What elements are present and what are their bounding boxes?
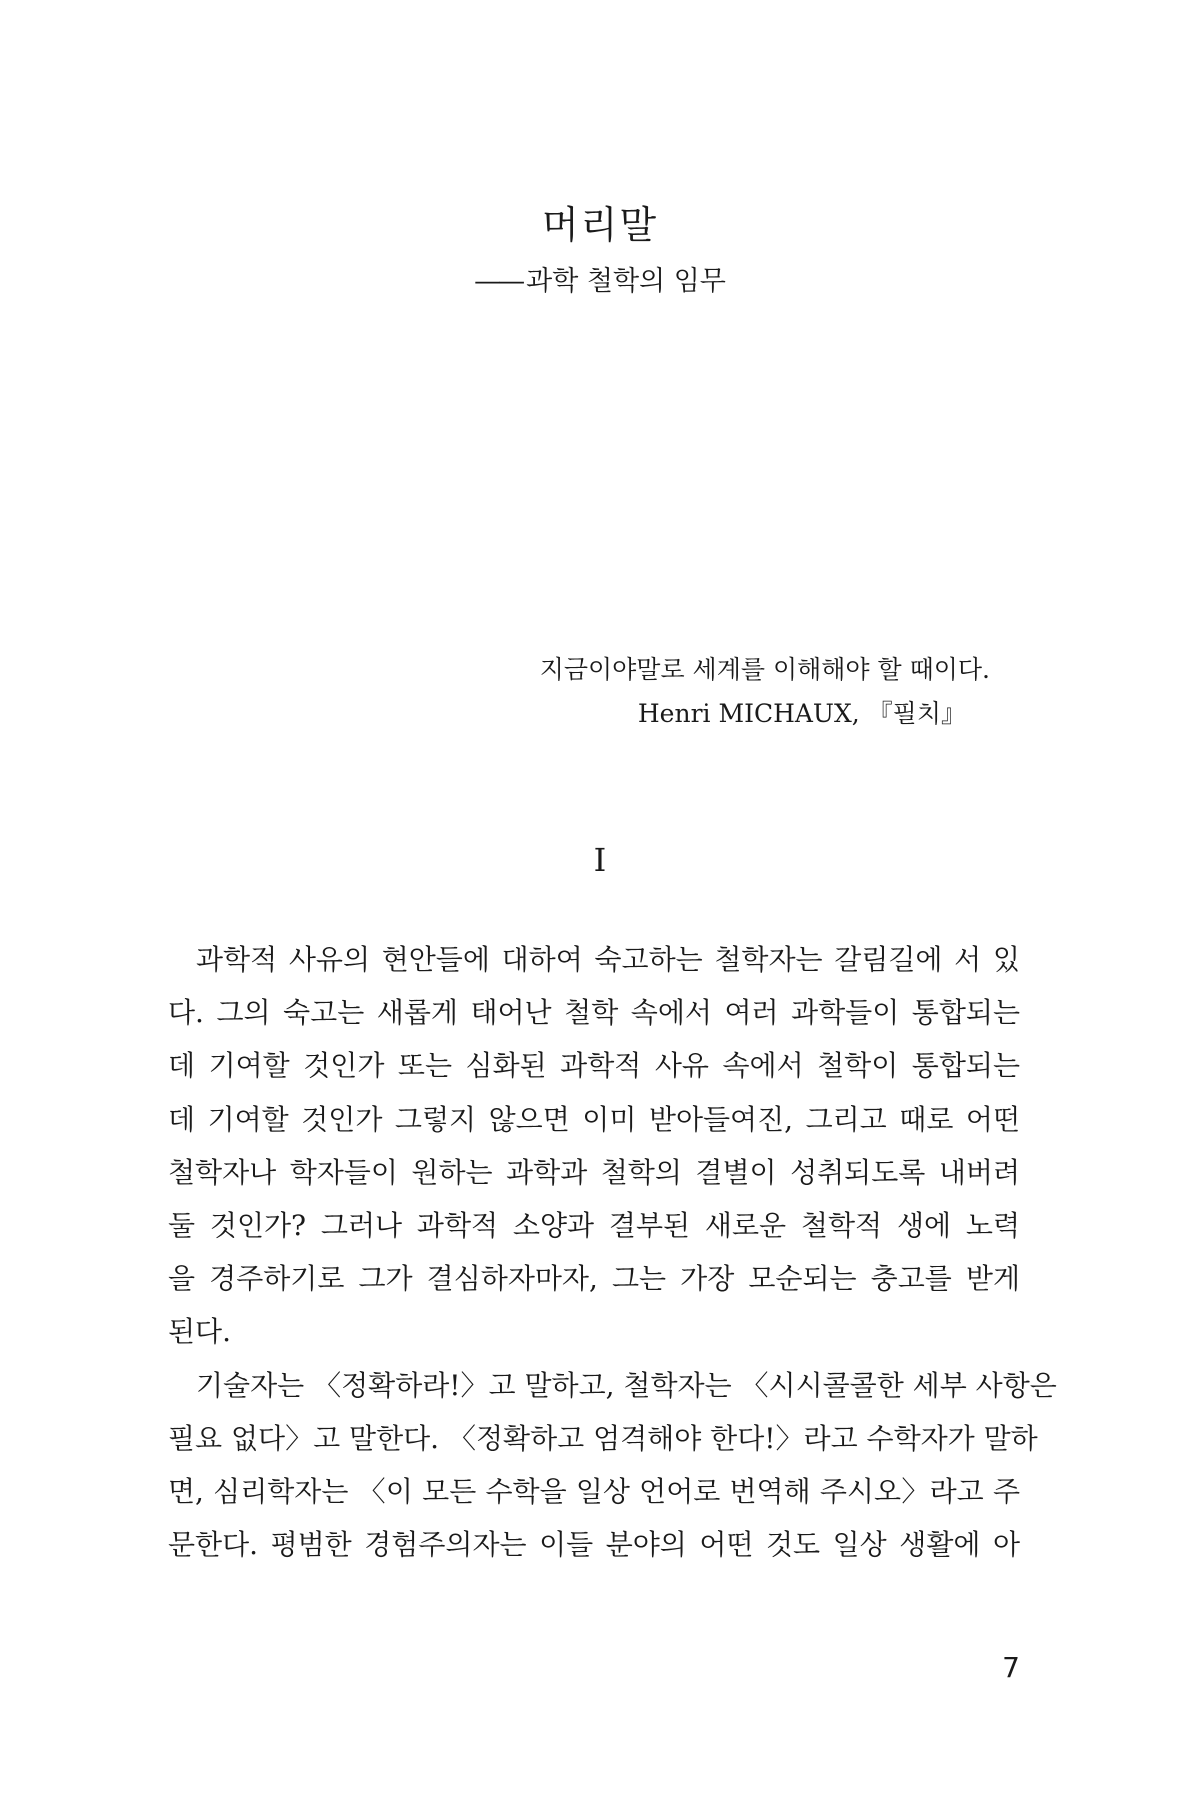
text-line: 둘 것인가? 그러나 과학적 소양과 결부된 새로운 철학적 생에 노력	[168, 1209, 1020, 1243]
subtitle-text: 과학 철학의 임무	[526, 266, 726, 297]
section-numeral: I	[593, 841, 607, 879]
text-line: 필요 없다〉고 말한다. 〈정확하고 엄격해야 한다!〉라고 수학자가 말하	[168, 1421, 1038, 1455]
subtitle-dash: ——	[474, 266, 523, 297]
epigraph	[520, 648, 990, 736]
text-line: 철학자나 학자들이 원하는 과학과 철학의 결별이 성취되도록 내버려	[168, 1155, 1020, 1189]
body-text	[168, 933, 1057, 1571]
text-line: 과학적 사유의 현안들에 대하여 숙고하는 철학자는 갈림길에 서 있	[196, 943, 1020, 976]
text-line: 기술자는 〈정확하라!〉고 말하고, 철학자는 〈시시콜콜한 세부 사항은	[196, 1368, 1057, 1402]
epigraph-quote: 지금이야말로 세계를 이해해야 할 때이다.	[539, 655, 990, 684]
chapter-title: 머리말	[541, 203, 659, 247]
page-number: 7	[1002, 1651, 1020, 1684]
text-line: 면, 심리학자는 〈이 모든 수학을 일상 언어로 번역해 주시오〉라고 주	[168, 1475, 1020, 1509]
text-line: 을 경주하기로 그가 결심하자마자, 그는 가장 모순되는 충고를 받게	[168, 1262, 1020, 1296]
epigraph-source: Henri MICHAUX, 『필치』	[637, 699, 966, 728]
text-line: 다. 그의 숙고는 새롭게 태어난 철학 속에서 여러 과학들이 통합되는	[168, 996, 1020, 1030]
text-line: 된다.	[168, 1315, 231, 1349]
text-line: 데 기여할 것인가 그렇지 않으면 이미 받아들여진, 그리고 때로 어떤	[168, 1102, 1020, 1136]
chapter-subtitle	[0, 262, 1200, 302]
text-line: 데 기여할 것인가 또는 심화된 과학적 사유 속에서 철학이 통합되는	[168, 1049, 1020, 1083]
text-line: 문한다. 평범한 경험주의자는 이들 분야의 어떤 것도 일상 생활에 아	[168, 1528, 1020, 1562]
